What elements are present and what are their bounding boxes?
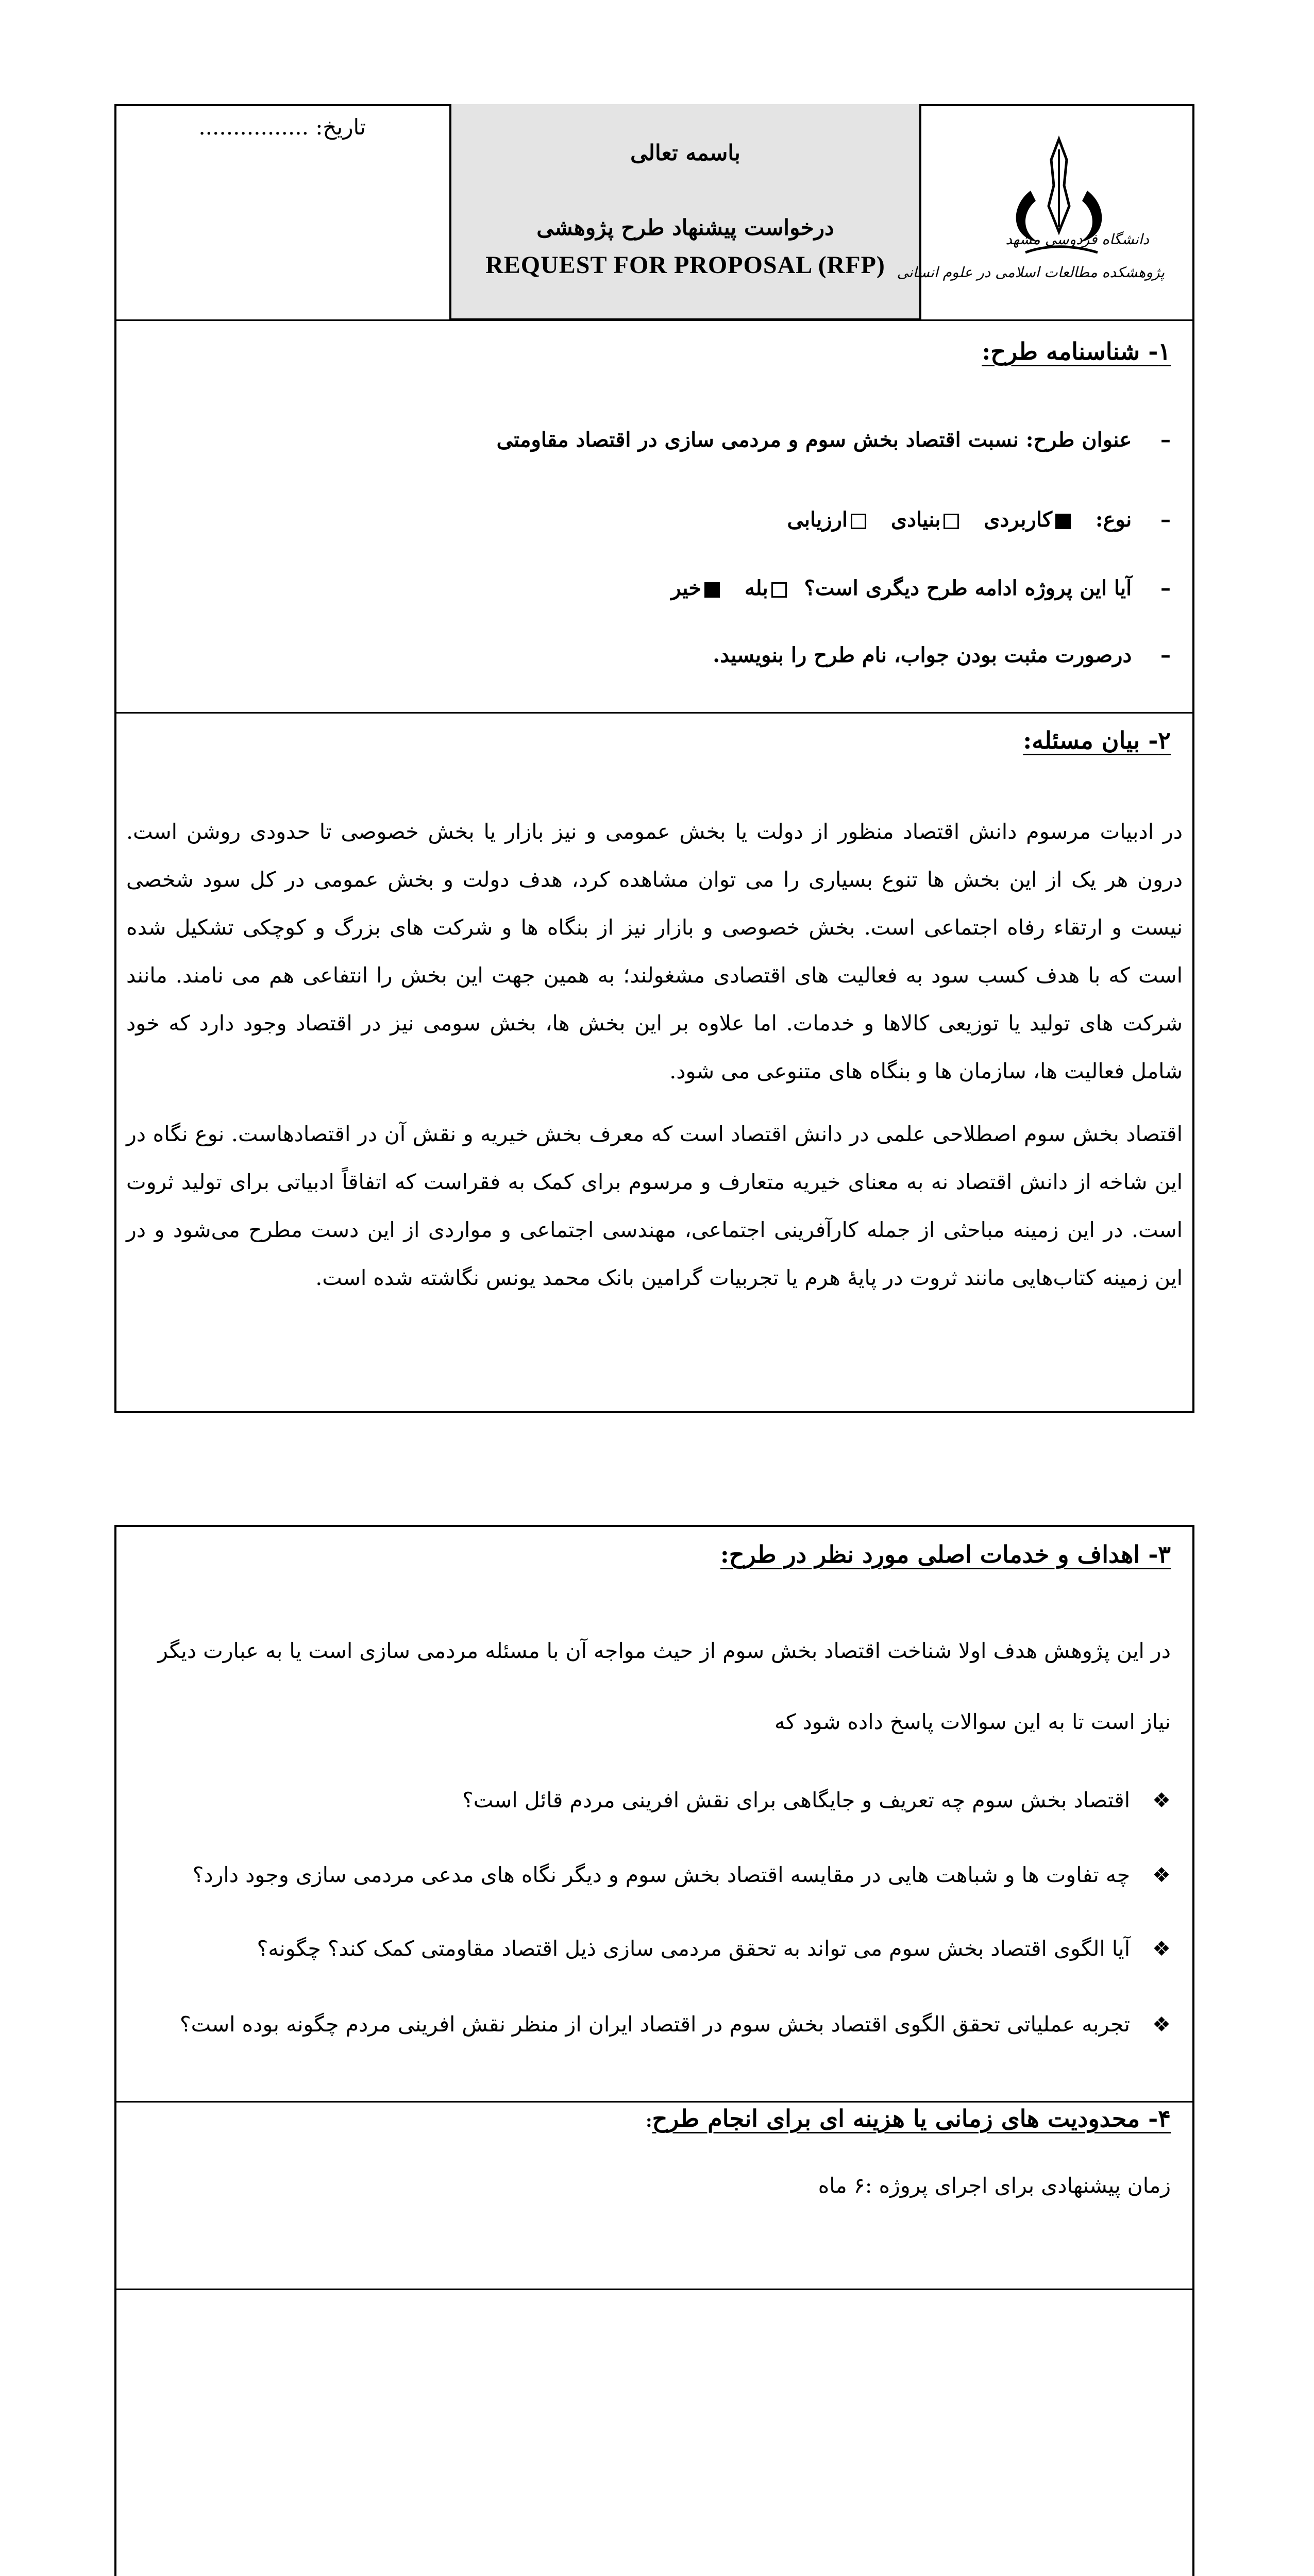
section1-title: ۱- شناسنامه طرح: [982, 337, 1171, 365]
project-type-label: نوع: [1095, 507, 1132, 532]
diamond-bullet-icon: ❖ [1152, 2013, 1171, 2037]
section4-title-colon: : [646, 2111, 652, 2131]
question-text: اقتصاد بخش سوم چه تعریف و جایگاهی برای نقش افرینی مردم قائل است؟ [462, 1788, 1131, 1812]
type-applied-checkbox[interactable] [1055, 514, 1071, 529]
type-fundamental-label: بنیادی [890, 507, 941, 532]
section4-title-row [646, 2105, 1171, 2132]
project-title-label: عنوان طرح: [1025, 428, 1132, 452]
basmala: باسمه تعالی [630, 140, 740, 165]
diamond-bullet-icon: ❖ [1152, 1937, 1171, 1961]
project-title-row [497, 428, 1171, 452]
logo-text-line2: پژوهشکده مطالعات اسلامی در علوم انسانی [897, 264, 1165, 281]
if-yes-note: درصورت مثبت بودن جواب، نام طرح را بنویسید. [713, 643, 1132, 667]
type-fundamental-checkbox[interactable] [944, 514, 959, 529]
form-title-en: REQUEST FOR PROPOSAL (RFP) [485, 251, 885, 279]
project-title-value: نسبت اقتصاد بخش سوم و مردمی سازی در اقتصاد مقاومتی [496, 428, 1019, 452]
project-type-row [787, 507, 1171, 532]
problem-paragraph-1: در ادبیات مرسوم دانش اقتصاد منظور از دولت یا بخش عمومی و نیز بازار یا بخش خصوصی تا حدودی روشن است. درون هر یک از این بخش ها تنوع بسیاری را می توان مشاهده کرد، هدف دولت و بخش عمومی در کل سود شخصی نیست و ارتقاء رفاه اجتماعی است. بخش خصوصی و بازار نیز از بنگاه ها و شرکت های بزرگ و کوچکی تشکیل شده است که با هدف کسب سود به فعالیت های اقتصادی مشغولند؛ به همین جهت این بخش را انتفاعی هم می نامند. مانند شرکت های تولید یا توزیعی کالاها و خدمات. اما علاوه بر این بخش ها، بخش سومی نیز در اقتصاد وجود دارد که خود شامل فعالیت ها، سازمان ها و بنگاه های متنوعی می شود. [126, 819, 1183, 1083]
section3-title: ۳- اهداف و خدمات اصلی مورد نظر در طرح: [720, 1540, 1171, 1568]
date-label: تاریخ: ................ [198, 114, 366, 140]
diamond-bullet-icon: ❖ [1152, 1789, 1171, 1812]
continuation-no-label: خیر [671, 576, 702, 600]
continuation-row [671, 576, 1171, 600]
section3-divider [114, 2101, 1194, 2103]
section4-title: ۴- محدودیت های زمانی یا هزینه ای برای انجام طرح [652, 2105, 1171, 2132]
type-evaluation-label: ارزیابی [787, 507, 848, 532]
section4-divider [114, 2289, 1194, 2290]
question-item [193, 1862, 1171, 1887]
diamond-bullet-icon: ❖ [1152, 1863, 1171, 1887]
goals-intro-line1: در این پژوهش هدف اولا شناخت اقتصاد بخش سوم از حیث مواجه آن با مسئله مردمی سازی است یا به عبارت دیگر [158, 1638, 1171, 1663]
header-divider [114, 319, 1194, 321]
university-logo [897, 129, 1170, 304]
logo-text-line1: دانشگاه فردوسی مشهد [1005, 231, 1149, 248]
section2-title: ۲- بیان مسئله: [1023, 726, 1171, 754]
question-item [462, 1788, 1171, 1812]
project-duration: زمان پیشنهادی برای اجرای پروژه :۶ ماه [818, 2173, 1171, 2198]
header-title-cell [449, 104, 921, 320]
dash: – [1160, 576, 1171, 600]
continuation-no-checkbox[interactable] [704, 582, 720, 598]
goals-intro-line2: نیاز است تا به این سوالات پاسخ داده شود که [774, 1709, 1171, 1734]
question-text: چه تفاوت ها و شباهت هایی در مقایسه اقتصاد بخش سوم و دیگر نگاه های مدعی مردمی سازی وجود دارد؟ [192, 1862, 1131, 1887]
type-evaluation-checkbox[interactable] [851, 514, 866, 529]
question-text: آیا الگوی اقتصاد بخش سوم می تواند به تحقق مردمی سازی ذیل اقتصاد مقاومتی کمک کند؟ چگونه؟ [257, 1936, 1131, 1961]
continuation-yes-checkbox[interactable] [771, 582, 787, 598]
continuation-question: آیا این پروژه ادامه طرح دیگری است؟ [804, 576, 1132, 600]
form-title-fa: درخواست پیشنهاد طرح پژوهشی [536, 215, 834, 240]
dash: – [1160, 428, 1171, 452]
dash: – [1160, 507, 1171, 532]
section1-divider [114, 712, 1194, 714]
if-yes-row [713, 643, 1171, 667]
dash: – [1160, 643, 1171, 667]
question-item [257, 1936, 1171, 1961]
problem-paragraph-2: اقتصاد بخش سوم اصطلاحی علمی در دانش اقتصاد است که معرف بخش خیریه و نقش آن در اقتصادهاست. نوع نگاه در این شاخه از دانش اقتصاد نه به معنای خیریه متعارف و مرسوم برای کمک به فقراست که اتفاقاً ادبیاتی برای تولید ثروت است. در این زمینه مباحثی از جمله کارآفرینی اجتماعی، مهندسی اجتماعی و مواردی از این دست مطرح می‌شود و در این زمینه کتاب‌هایی مانند ثروت در پایۀ هرم یا تجربیات گرامین بانک محمد یونس نگاشته شده است. [126, 1122, 1183, 1290]
type-applied-label: کاربردی [984, 507, 1053, 532]
question-text: تجربه عملیاتی تحقق الگوی اقتصاد بخش سوم در اقتصاد ایران از منظر نقش افرینی مردم چگونه بوده است؟ [179, 2012, 1131, 2037]
page2-frame [114, 1525, 1194, 2576]
question-item [180, 2012, 1171, 2037]
continuation-yes-label: بله [744, 576, 768, 600]
